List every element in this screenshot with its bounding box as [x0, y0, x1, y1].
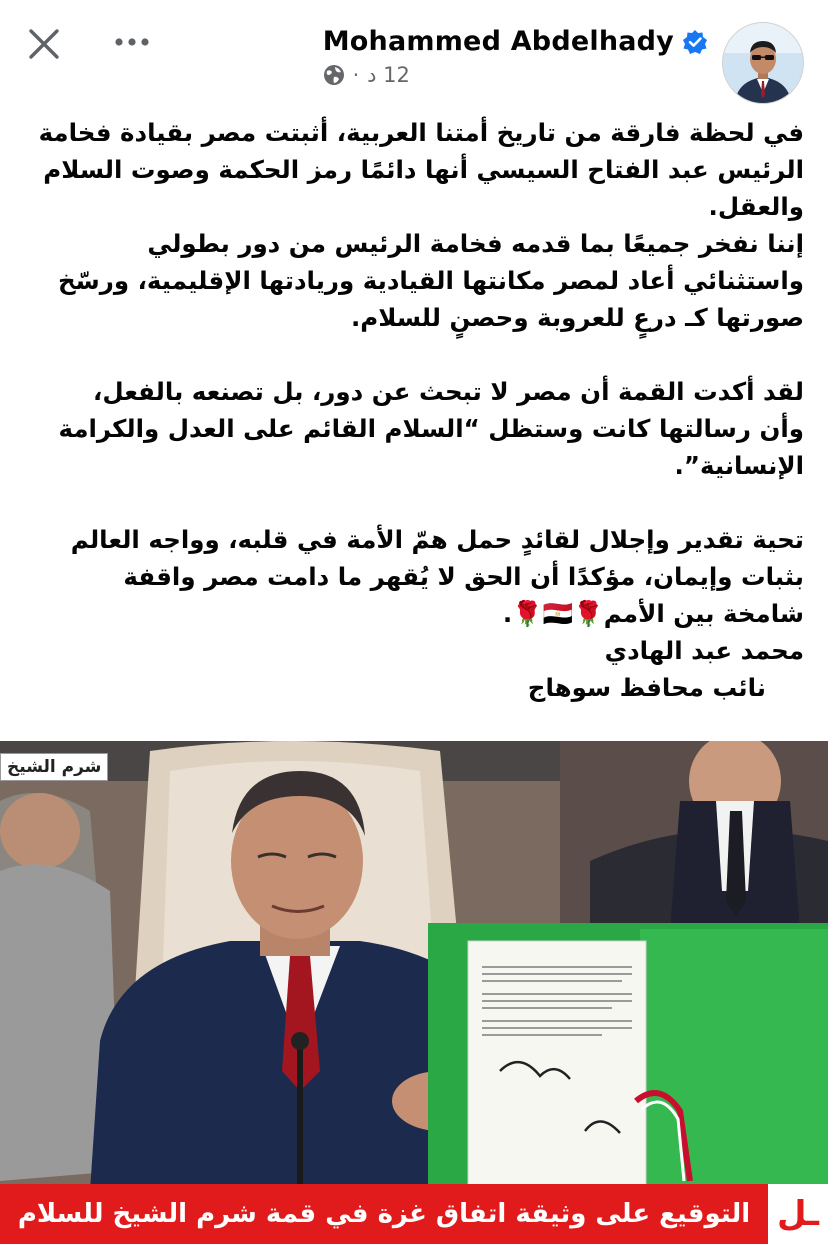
post-photo[interactable] [0, 741, 828, 1244]
photo-illustration [0, 741, 828, 1244]
author-block [323, 26, 708, 87]
paragraph-4 [28, 521, 804, 632]
more-icon [114, 37, 150, 47]
close-icon [26, 26, 62, 62]
text-line: إننا نفخر جميعًا بما قدمه فخامة الرئيس من دور بطولي [147, 229, 804, 258]
paragraph-2 [28, 225, 804, 336]
text-line: واستثنائي أعاد لمصر مكانتها القيادية وريادتها الإقليمية، ورسّخ [57, 266, 804, 295]
signature-name: محمد عبد الهادي [604, 636, 804, 665]
paragraph-3 [28, 373, 804, 484]
text-line: والعقل. [708, 192, 804, 221]
paragraph-1 [28, 114, 804, 225]
globe-icon [323, 64, 345, 86]
post-time[interactable]: 12 د [367, 63, 410, 87]
text-line: لقد أكدت القمة أن مصر لا تبحث عن دور، بل تصنعه بالفعل، [93, 377, 804, 406]
post-meta [323, 63, 708, 87]
text-line: صورتها كـ درعٍ للعروبة وحصنٍ للسلام. [350, 303, 804, 332]
ticker-text: التوقيع على وثيقة اتفاق غزة في قمة شرم الشيخ للسلام [17, 1199, 751, 1229]
text-line: وأن رسالتها كانت وستظل “السلام القائم على العدل والكرامة [58, 414, 804, 443]
text-line: بثبات وإيمان، مؤكدًا أن الحق لا يُقهر ما دامت مصر واقفة [123, 562, 804, 591]
signature-title: نائب محافظ سوهاج [527, 673, 766, 702]
post-body [28, 114, 804, 706]
post-header [0, 0, 828, 112]
location-tag: شرم الشيخ [0, 753, 108, 781]
close-button[interactable] [22, 22, 66, 66]
meta-separator: · [352, 63, 360, 87]
more-options-button[interactable] [108, 22, 156, 62]
text-line: تحية تقدير وإجلال لقائدٍ حمل همّ الأمة في قلبه، وواجه العالم [70, 525, 804, 554]
author-avatar[interactable] [722, 22, 804, 104]
text-line: الرئيس عبد الفتاح السيسي أنها دائمًا رمز الحكمة وصوت السلام [43, 155, 804, 184]
author-name[interactable]: Mohammed Abdelhady [322, 26, 674, 57]
text-line: في لحظة فارقة من تاريخ أمتنا العربية، أثبتت مصر بقيادة فخامة [38, 118, 804, 147]
text-line: شامخة بين الأمم🌹🇪🇬🌹. [502, 599, 804, 628]
verified-badge-icon [682, 29, 708, 55]
text-line: الإنسانية”. [674, 451, 804, 480]
news-ticker [0, 1184, 828, 1244]
ticker-end-glyph: ـل [768, 1184, 828, 1244]
